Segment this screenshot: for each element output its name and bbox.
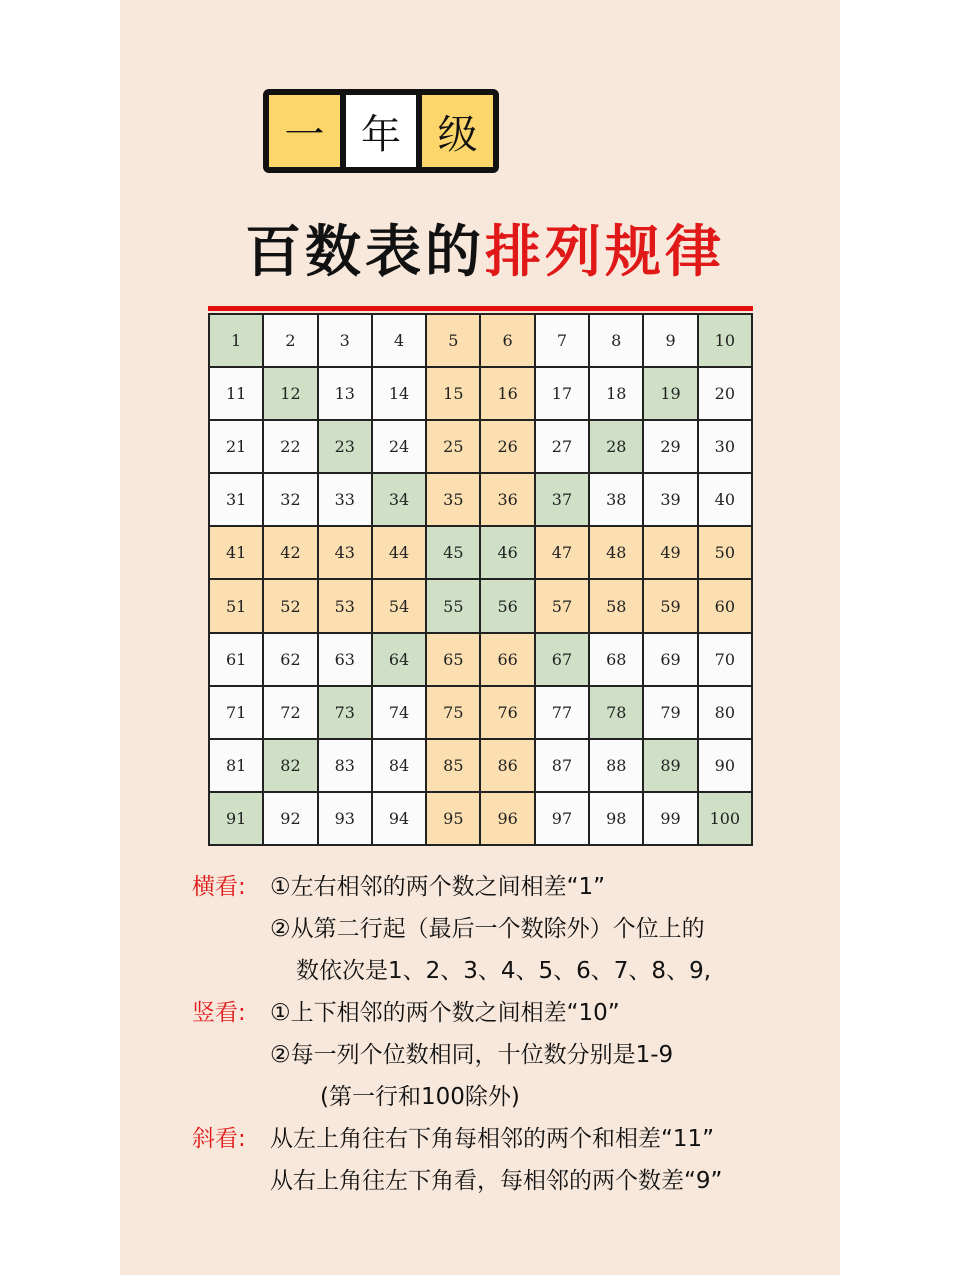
chart-cell: 10 — [699, 315, 751, 366]
chart-cell: 94 — [373, 793, 425, 844]
chart-cell: 89 — [644, 740, 696, 791]
chart-cell: 72 — [264, 687, 316, 738]
note-text: 从右上角往左下角看，每相邻的两个数差“9” — [270, 1168, 723, 1194]
chart-cell: 48 — [590, 527, 642, 578]
chart-cell: 100 — [699, 793, 751, 844]
note-text: 从左上角往右下角每相邻的两个和相差“11” — [270, 1126, 715, 1152]
chart-cell: 84 — [373, 740, 425, 791]
chart-cell: 1 — [210, 315, 262, 366]
chart-cell: 55 — [427, 580, 479, 631]
chart-cell: 57 — [536, 580, 588, 631]
chart-cell: 44 — [373, 527, 425, 578]
chart-cell: 30 — [699, 421, 751, 472]
chart-cell: 96 — [481, 793, 533, 844]
chart-cell: 25 — [427, 421, 479, 472]
chart-cell: 73 — [319, 687, 371, 738]
chart-cell: 58 — [590, 580, 642, 631]
chart-cell: 82 — [264, 740, 316, 791]
chart-cell: 13 — [319, 368, 371, 419]
chart-cell: 81 — [210, 740, 262, 791]
chart-cell: 6 — [481, 315, 533, 366]
chart-cell: 22 — [264, 421, 316, 472]
chart-cell: 28 — [590, 421, 642, 472]
note-horizontal-3 — [192, 950, 832, 992]
chart-cell: 52 — [264, 580, 316, 631]
chart-cell: 33 — [319, 474, 371, 525]
badge-char: 年 — [346, 95, 417, 167]
note-text: 数依次是1、2、3、4、5、6、7、8、9, — [296, 958, 712, 984]
chart-cell: 95 — [427, 793, 479, 844]
chart-cell: 75 — [427, 687, 479, 738]
hundred-chart — [208, 313, 753, 846]
chart-cell: 45 — [427, 527, 479, 578]
chart-cell: 65 — [427, 634, 479, 685]
chart-cell: 71 — [210, 687, 262, 738]
note-vertical-1 — [192, 992, 832, 1034]
chart-cell: 53 — [319, 580, 371, 631]
chart-cell: 49 — [644, 527, 696, 578]
chart-cell: 21 — [210, 421, 262, 472]
chart-cell: 68 — [590, 634, 642, 685]
chart-cell: 74 — [373, 687, 425, 738]
chart-cell: 61 — [210, 634, 262, 685]
chart-cell: 46 — [481, 527, 533, 578]
page-title — [245, 218, 725, 288]
chart-cell: 62 — [264, 634, 316, 685]
chart-cell: 39 — [644, 474, 696, 525]
chart-cell: 43 — [319, 527, 371, 578]
chart-cell: 78 — [590, 687, 642, 738]
chart-cell: 23 — [319, 421, 371, 472]
chart-cell: 77 — [536, 687, 588, 738]
chart-cell: 88 — [590, 740, 642, 791]
chart-cell: 38 — [590, 474, 642, 525]
chart-cell: 76 — [481, 687, 533, 738]
chart-cell: 31 — [210, 474, 262, 525]
note-text: ②每一列个位数相同，十位数分别是1-9 — [270, 1042, 674, 1068]
note-text: ①上下相邻的两个数之间相差“10” — [270, 1000, 620, 1026]
note-diagonal-2 — [192, 1160, 832, 1202]
note-text: (第一行和100除外) — [320, 1084, 520, 1110]
chart-cell: 11 — [210, 368, 262, 419]
note-horizontal-2 — [192, 908, 832, 950]
note-text: ①左右相邻的两个数之间相差“1” — [270, 874, 606, 900]
chart-cell: 83 — [319, 740, 371, 791]
chart-cell: 24 — [373, 421, 425, 472]
title-red-part: 排列规律 — [485, 220, 725, 285]
chart-cell: 7 — [536, 315, 588, 366]
title-underline — [208, 306, 753, 311]
badge-char: 一 — [269, 95, 340, 167]
note-horizontal-1 — [192, 866, 832, 908]
chart-cell: 87 — [536, 740, 588, 791]
note-vertical-2 — [192, 1034, 832, 1076]
chart-cell: 37 — [536, 474, 588, 525]
chart-cell: 27 — [536, 421, 588, 472]
chart-cell: 19 — [644, 368, 696, 419]
chart-cell: 99 — [644, 793, 696, 844]
chart-cell: 66 — [481, 634, 533, 685]
chart-cell: 90 — [699, 740, 751, 791]
chart-cell: 80 — [699, 687, 751, 738]
badge-char: 级 — [422, 95, 493, 167]
chart-cell: 86 — [481, 740, 533, 791]
chart-cell: 20 — [699, 368, 751, 419]
chart-cell: 85 — [427, 740, 479, 791]
chart-cell: 98 — [590, 793, 642, 844]
chart-cell: 3 — [319, 315, 371, 366]
chart-cell: 79 — [644, 687, 696, 738]
chart-cell: 29 — [644, 421, 696, 472]
chart-cell: 8 — [590, 315, 642, 366]
note-label-diagonal: 斜看: — [192, 1126, 246, 1152]
note-diagonal-1 — [192, 1118, 832, 1160]
chart-cell: 35 — [427, 474, 479, 525]
chart-cell: 47 — [536, 527, 588, 578]
chart-cell: 17 — [536, 368, 588, 419]
chart-cell: 41 — [210, 527, 262, 578]
chart-cell: 12 — [264, 368, 316, 419]
chart-cell: 91 — [210, 793, 262, 844]
chart-cell: 60 — [699, 580, 751, 631]
chart-cell: 63 — [319, 634, 371, 685]
chart-cell: 54 — [373, 580, 425, 631]
chart-cell: 70 — [699, 634, 751, 685]
note-vertical-3 — [192, 1076, 832, 1118]
note-label-horizontal: 横看: — [192, 874, 246, 900]
chart-cell: 2 — [264, 315, 316, 366]
chart-cell: 18 — [590, 368, 642, 419]
chart-cell: 4 — [373, 315, 425, 366]
chart-cell: 56 — [481, 580, 533, 631]
chart-cell: 34 — [373, 474, 425, 525]
grade-badge — [263, 89, 499, 173]
chart-cell: 26 — [481, 421, 533, 472]
chart-cell: 69 — [644, 634, 696, 685]
chart-cell: 14 — [373, 368, 425, 419]
notes-section — [192, 866, 832, 1202]
chart-cell: 36 — [481, 474, 533, 525]
chart-cell: 51 — [210, 580, 262, 631]
chart-cell: 40 — [699, 474, 751, 525]
chart-cell: 64 — [373, 634, 425, 685]
chart-cell: 15 — [427, 368, 479, 419]
chart-cell: 92 — [264, 793, 316, 844]
chart-cell: 59 — [644, 580, 696, 631]
chart-cell: 32 — [264, 474, 316, 525]
chart-cell: 16 — [481, 368, 533, 419]
note-text: ②从第二行起（最后一个数除外）个位上的 — [270, 916, 705, 942]
chart-cell: 93 — [319, 793, 371, 844]
chart-cell: 9 — [644, 315, 696, 366]
chart-cell: 5 — [427, 315, 479, 366]
chart-cell: 97 — [536, 793, 588, 844]
chart-cell: 50 — [699, 527, 751, 578]
title-black-part: 百数表的 — [245, 220, 485, 285]
chart-cell: 42 — [264, 527, 316, 578]
note-label-vertical: 竖看: — [192, 1000, 246, 1026]
chart-cell: 67 — [536, 634, 588, 685]
